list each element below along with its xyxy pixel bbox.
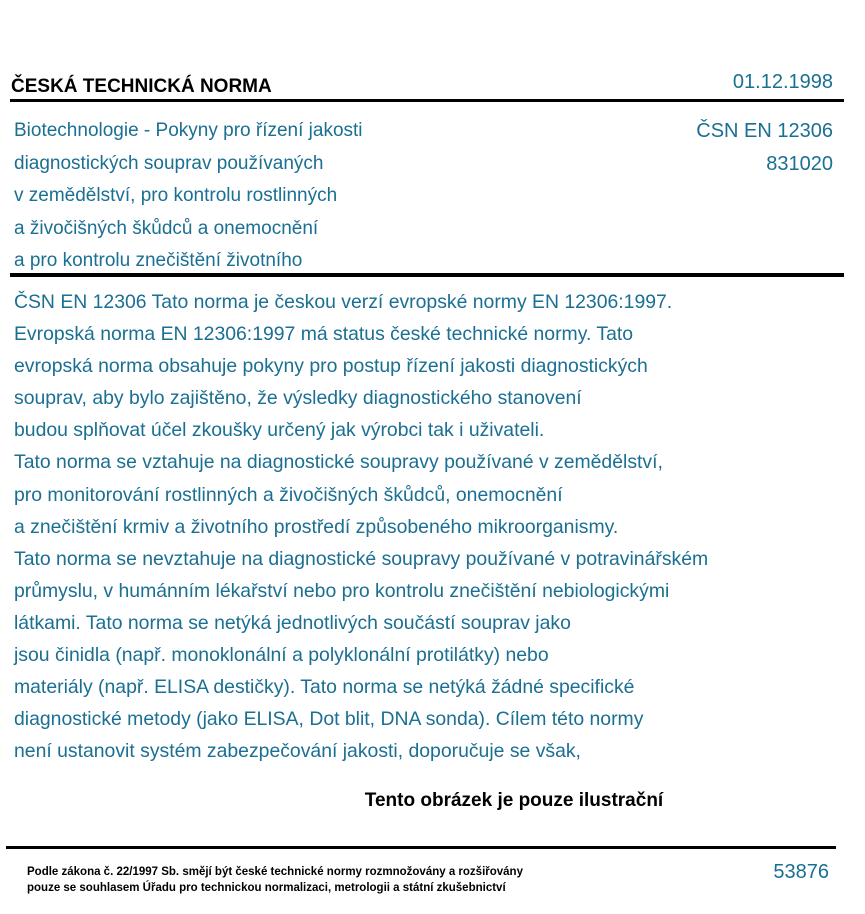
standard-title-line: diagnostických souprav používaných bbox=[14, 152, 324, 174]
abstract-line: souprav, aby bylo zajištěno, že výsledky diagnostického stanovení bbox=[14, 387, 582, 410]
abstract-line: materiály (např. ELISA destičky). Tato norma se netýká žádné specifické bbox=[14, 676, 635, 699]
abstract-line: jsou činidla (např. monoklonální a polyklonální protilátky) nebo bbox=[14, 644, 549, 667]
legal-notice bbox=[27, 864, 523, 896]
abstract-line: není ustanovit systém zabezpečování jakosti, doporučuje se však, bbox=[14, 740, 581, 763]
standard-codes bbox=[696, 115, 833, 180]
document-number: 53876 bbox=[773, 861, 829, 883]
abstract-line: a znečištění krmiv a životního prostředí způsobeného mikroorganismy. bbox=[14, 515, 619, 538]
class-code: 831020 bbox=[766, 152, 833, 175]
abstract-line: ČSN EN 12306 Tato norma je českou verzí evropské normy EN 12306:1997. bbox=[14, 291, 673, 313]
standard-title-line: a pro kontrolu znečištění životního bbox=[14, 250, 303, 271]
publication-date: 01.12.1998 bbox=[732, 71, 833, 93]
abstract-line: diagnostické metody (jako ELISA, Dot blit, DNA sonda). Cílem této normy bbox=[14, 708, 644, 731]
abstract-line: budou splňovat účel zkoušky určený jak výrobci tak i uživateli. bbox=[14, 419, 545, 442]
standard-title-line: v zemědělství, pro kontrolu rostlinných bbox=[14, 185, 338, 206]
header-divider bbox=[10, 99, 844, 102]
legal-notice-line: Podle zákona č. 22/1997 Sb. smějí být české technické normy rozmnožovány a rozšiřovány bbox=[27, 866, 523, 878]
standard-title-line: a živočišných škůdců a onemocnění bbox=[14, 217, 319, 239]
abstract-line: průmyslu, v humánním lékařství nebo pro kontrolu znečištění nebiologickými bbox=[14, 579, 670, 602]
abstract-line: pro monitorování rostlinných a živočišných škůdců, onemocnění bbox=[14, 483, 563, 506]
legal-notice-line: pouze se souhlasem Úřadu pro technickou normalizaci, metrologii a státní zkušebnictví bbox=[27, 882, 506, 894]
publisher-brand: ČESKÁ TECHNICKÁ NORMA bbox=[11, 76, 272, 97]
abstract-line: látkami. Tato norma se netýká jednotlivých součástí souprav jako bbox=[14, 611, 571, 634]
abstract-line: Tato norma se vztahuje na diagnostické soupravy používané v zemědělství, bbox=[14, 451, 663, 474]
footer-divider bbox=[6, 846, 836, 849]
abstract-text bbox=[14, 286, 708, 767]
standard-title-line: Biotechnologie - Pokyny pro řízení jakosti bbox=[14, 120, 363, 141]
standard-code: ČSN EN 12306 bbox=[696, 120, 833, 142]
abstract-line: evropská norma obsahuje pokyny pro postup řízení jakosti diagnostických bbox=[14, 355, 648, 378]
abstract-line: Tato norma se nevztahuje na diagnostické soupravy používané v potravinářském bbox=[14, 547, 709, 570]
standard-title bbox=[14, 115, 363, 278]
title-divider bbox=[10, 273, 844, 277]
illustration-notice: Tento obrázek je pouze ilustrační bbox=[364, 790, 664, 811]
abstract-line: Evropská norma EN 12306:1997 má status české technické normy. Tato bbox=[14, 323, 634, 346]
